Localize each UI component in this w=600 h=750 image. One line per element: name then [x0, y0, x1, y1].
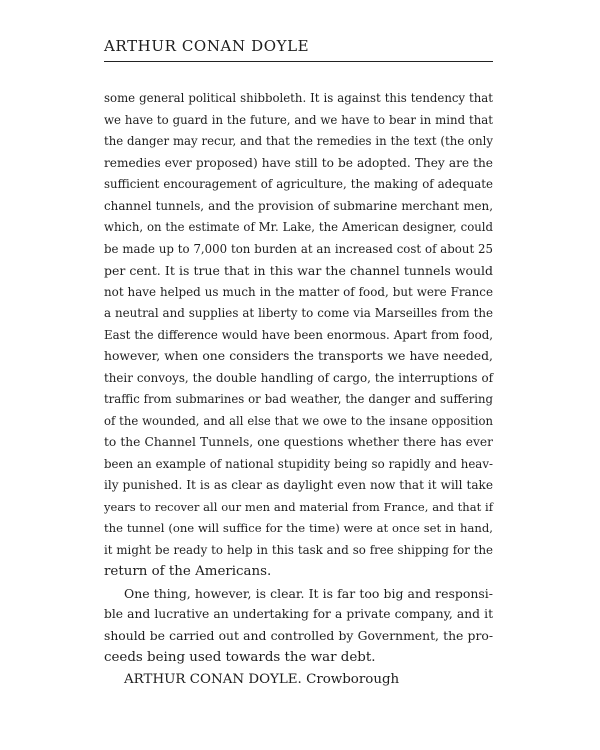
- text-line: remedies ever proposed) have still to be adopted. They are the: [104, 155, 493, 170]
- text-line: to the Channel Tunnels, one questions whether there has ever: [104, 435, 493, 449]
- text-line: should be carried out and controlled by Government, the pro-: [104, 628, 493, 643]
- text-line: been an example of national stupidity being so rapidly and heav-: [104, 456, 493, 471]
- text-line: not have helped us much in the matter of food, but were France: [104, 284, 493, 299]
- text-line: return of the Americans.: [104, 564, 272, 579]
- text-line: ble and lucrative an undertaking for a private company, and it: [104, 607, 493, 621]
- text-line: some general political shibboleth. It is against this tendency that: [104, 91, 493, 105]
- text-line: channel tunnels, and the provision of submarine merchant men,: [104, 198, 493, 213]
- paragraph-1: [104, 88, 493, 583]
- text-line: of the wounded, and all else that we owe to the insane opposition: [104, 413, 493, 428]
- signature-line: ARTHUR CONAN DOYLE. Crowborough: [124, 671, 400, 687]
- text-line: the tunnel (one will suffice for the time) were at once set in hand,: [104, 521, 493, 535]
- text-line: a neutral and supplies at liberty to come via Marseilles from the: [104, 306, 493, 320]
- text-line: the danger may recur, and that the remedies in the text (the only: [104, 134, 493, 148]
- text-line: East the difference would have been enormous. Apart from food,: [104, 327, 493, 342]
- text-line: which, on the estimate of Mr. Lake, the American designer, could: [104, 220, 493, 234]
- text-line: however, when one considers the transports we have needed,: [104, 349, 493, 363]
- header-rule: [104, 61, 493, 62]
- text-line: per cent. It is true that in this war the channel tunnels would: [104, 263, 493, 278]
- text-line: traffic from submarines or bad weather, the danger and suffering: [104, 392, 493, 406]
- text-line: ceeds being used towards the war debt.: [104, 650, 376, 665]
- text-line: be made up to 7,000 ton burden at an increased cost of about 25: [104, 241, 493, 256]
- text-line: One thing, however, is clear. It is far too big and responsi-: [124, 585, 493, 601]
- text-line: years to recover all our men and material from France, and that if: [104, 499, 493, 514]
- letter-body: [104, 88, 493, 690]
- paragraph-2: [104, 583, 493, 669]
- text-line: we have to guard in the future, and we have to bear in mind that: [104, 112, 493, 127]
- text-line: their convoys, the double handling of cargo, the interruptions of: [104, 370, 493, 385]
- running-head-author: ARTHUR CONAN DOYLE: [104, 37, 310, 55]
- page-header: [104, 36, 493, 64]
- text-line: sufficient encouragement of agriculture, the making of adequate: [104, 177, 493, 191]
- text-line: ily punished. It is as clear as daylight even now that it will take: [104, 478, 493, 492]
- text-line: it might be ready to help in this task and so free shipping for the: [104, 542, 493, 557]
